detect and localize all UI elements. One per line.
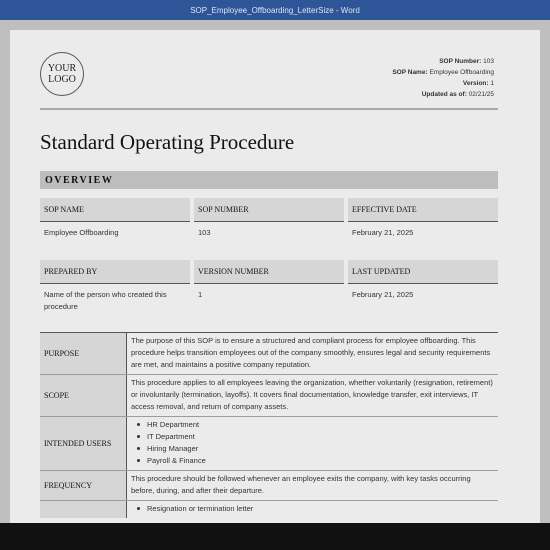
detail-label (40, 501, 127, 518)
detail-row-intended-users (40, 417, 498, 471)
info-row-1 (40, 198, 498, 239)
info-label: LAST UPDATED (348, 260, 498, 284)
info-label: PREPARED BY (40, 260, 190, 284)
detail-content (127, 501, 498, 518)
meta-sop-number-label: SOP Number: (439, 58, 482, 65)
next-items-list (131, 503, 494, 515)
meta-sop-number-value: 103 (483, 58, 494, 65)
sop-meta-block (392, 56, 494, 100)
detail-label: INTENDED USERS (40, 417, 127, 470)
info-value: Name of the person who created this procedure (44, 290, 167, 311)
bottom-bar (0, 523, 550, 550)
meta-version-value: 1 (490, 80, 494, 87)
detail-content: The purpose of this SOP is to ensure a structured and compliant process for employee offboarding. This procedure helps transition employees out of the company smoothly, ensures legal and security requirements are met, and maintains a positive company reputation. (131, 336, 491, 369)
detail-row-purpose (40, 333, 498, 375)
meta-sop-name (392, 67, 494, 78)
detail-content: This procedure applies to all employees leaving the organization, whether voluntarily (resignation, retirement) or involuntarily (termination, layoffs). It covers final documentation, knowledge transfer, exit interviews, IT access removal, and return of company assets. (131, 378, 493, 411)
detail-label: PURPOSE (40, 333, 127, 374)
list-item: IT Department (147, 431, 494, 443)
list-item: Hiring Manager (147, 443, 494, 455)
info-value: February 21, 2025 (352, 290, 414, 299)
meta-sop-name-label: SOP Name: (392, 69, 428, 76)
info-cell-sop-number (194, 198, 344, 239)
detail-content: This procedure should be followed whenever an employee exits the company, with key tasks occurring before, during, and after their departure. (131, 474, 471, 495)
window-title: SOP_Employee_Offboarding_LetterSize - Word (190, 5, 360, 15)
company-logo (40, 52, 84, 96)
info-value: 103 (198, 228, 211, 237)
info-value: 1 (198, 290, 203, 299)
meta-sop-number (392, 56, 494, 67)
meta-version (392, 78, 494, 89)
list-item: Resignation or termination letter (147, 503, 494, 515)
detail-row-scope (40, 375, 498, 417)
info-cell-last-updated (348, 260, 498, 313)
detail-label: FREQUENCY (40, 471, 127, 500)
section-heading-overview: OVERVIEW (40, 171, 498, 189)
list-item: HR Department (147, 419, 494, 431)
info-cell-prepared-by (40, 260, 190, 313)
info-value: Employee Offboarding (44, 228, 119, 237)
logo-line-1: YOUR (47, 63, 77, 74)
document-page[interactable] (10, 30, 540, 523)
meta-version-label: Version: (462, 80, 489, 87)
document-title: Standard Operating Procedure (40, 130, 295, 154)
detail-table (40, 332, 498, 518)
meta-updated-label: Updated as of: (421, 91, 467, 98)
detail-row-frequency (40, 471, 498, 501)
info-label: SOP NAME (40, 198, 190, 222)
detail-content (127, 417, 498, 470)
info-label: EFFECTIVE DATE (348, 198, 498, 222)
info-value: February 21, 2025 (352, 228, 414, 237)
intended-users-list (131, 419, 494, 467)
info-label: SOP NUMBER (194, 198, 344, 222)
info-cell-sop-name (40, 198, 190, 239)
info-cell-version-number (194, 260, 344, 313)
info-row-2 (40, 260, 498, 313)
list-item: Payroll & Finance (147, 455, 494, 467)
meta-updated (392, 89, 494, 100)
detail-row-next (40, 501, 498, 518)
meta-updated-value: 02/21/25 (468, 91, 494, 98)
window-titlebar (0, 0, 550, 20)
meta-sop-name-value: Employee Offboarding (429, 69, 494, 76)
detail-label: SCOPE (40, 375, 127, 416)
logo-line-2: LOGO (48, 74, 76, 85)
info-label: VERSION NUMBER (194, 260, 344, 284)
document-workspace[interactable] (0, 20, 550, 523)
header-divider (40, 108, 498, 110)
info-cell-effective-date (348, 198, 498, 239)
